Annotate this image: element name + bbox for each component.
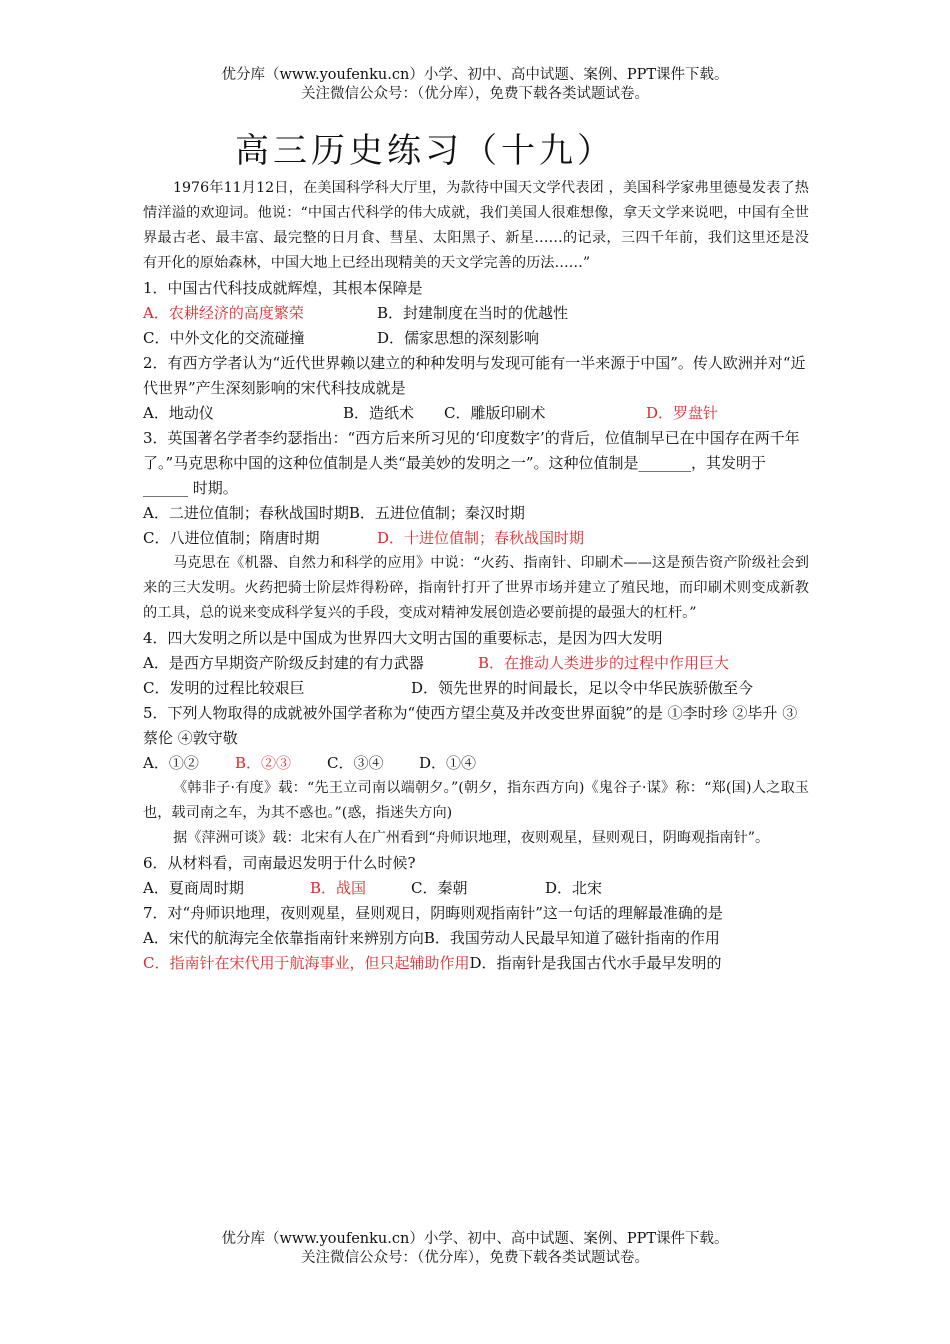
q6-option-b: B．战国 (310, 879, 367, 897)
q7-option-b: B．我国劳动人民最早知道了磁针指南的作用 (423, 929, 720, 947)
header-line-2: 关注微信公众号：（优分库），免费下载各类试题试卷。 (301, 86, 649, 102)
page-title: 高三历史练习（十九） (235, 131, 615, 171)
q5-options (143, 751, 809, 776)
q1-stem: 1．中国古代科技成就辉煌，其根本保障是 (143, 279, 423, 297)
q3-options-row2 (143, 526, 809, 551)
q1-option-b: B．封建制度在当时的优越性 (377, 304, 569, 322)
q6-options (143, 876, 809, 901)
q3-options-row1 (143, 501, 809, 526)
q1-option-d: D．儒家思想的深刻影响 (377, 329, 540, 347)
q3-option-c: C．八进位值制；隋唐时期 (143, 529, 320, 547)
q5-option-a: A．①② (143, 754, 199, 772)
material-1: 1976年11月12日，在美国科学科大厅里，为款待中国天文学代表团 ，美国科学家弗里德曼发表了热情洋溢的欢迎词。他说：“中国古代科学的伟大成就，我们美国人很难想像，拿天文学来说吧，中国有全世界最古老、最丰富、最完整的日月食、彗星、太阳黑子、新星……的记录，三四千年前，我们这里还是没有开化的原始森林，中国大地上已经出现精美的天文学完善的历法……” (143, 180, 809, 271)
q5-option-d: D．①④ (419, 754, 477, 772)
q5-option-c: C．③④ (327, 754, 384, 772)
q6-stem: 6．从材料看，司南最迟发明于什么时候? (143, 854, 416, 872)
page-footer (0, 1230, 950, 1268)
q1-option-a: A．农耕经济的高度繁荣 (143, 304, 304, 322)
exam-content (143, 176, 809, 976)
q7-option-d: D．指南针是我国古代水手最早发明的 (469, 954, 722, 972)
header-line-1: 优分库（www.youfenku.cn）小学、初中、高中试题、案例、PPT课件下载。 (221, 67, 729, 83)
q4-options-row1 (143, 651, 809, 676)
material-2: 马克思在《机器、自然力和科学的应用》中说：“火药、指南针、印刷术——这是预告资产阶级社会到来的三大发明。火药把骑士阶层炸得粉碎，指南针打开了世界市场并建立了殖民地，而印刷术则变成新教的工具，总的说来变成科学复兴的手段，变成对精神发展创造必要前提的最强大的杠杆。” (143, 555, 809, 621)
material-3a: 《韩非子·有度》载：“先王立司南以端朝夕。”(朝夕，指东西方向)《鬼谷子·谋》称：“郑(国)人之取玉也，载司南之车，为其不惑也。”(惑，指迷失方向) (143, 780, 809, 821)
page-header (0, 66, 950, 104)
q4-option-d: D．领先世界的时间最长，足以令中华民族骄傲至今 (411, 679, 754, 697)
q6-option-a: A．夏商周时期 (143, 879, 244, 897)
q4-option-b: B．在推动人类进步的过程中作用巨大 (478, 654, 730, 672)
material-3b: 据《萍洲可谈》载：北宋有人在广州看到“舟师识地理，夜则观星，昼则观日，阴晦观指南针”。 (173, 830, 770, 846)
q1-options-row1 (143, 301, 809, 326)
q2-option-a: A．地动仪 (143, 404, 214, 422)
q1-option-c: C．中外文化的交流碰撞 (143, 329, 305, 347)
q2-options (143, 401, 809, 426)
q4-option-a: A．是西方早期资产阶级反封建的有力武器 (143, 654, 424, 672)
q7-options-row1 (143, 926, 809, 951)
footer-line-1: 优分库（www.youfenku.cn）小学、初中、高中试题、案例、PPT课件下载。 (221, 1231, 729, 1247)
q7-options-row2 (143, 951, 809, 976)
q3-option-a: A．二进位值制；春秋战国时期 (143, 504, 349, 522)
q2-option-c: C．雕版印刷术 (444, 404, 546, 422)
q7-option-a: A．宋代的航海完全依靠指南针来辨别方向 (143, 929, 424, 947)
q2-option-d: D．罗盘针 (646, 404, 719, 422)
q6-option-d: D．北宋 (545, 879, 603, 897)
q7-stem: 7．对“舟师识地理，夜则观星，昼则观日，阴晦则观指南针”这一句话的理解最准确的是 (143, 904, 723, 922)
q1-options-row2 (143, 326, 809, 351)
q3-option-d: D．十进位值制；春秋战国时期 (377, 529, 585, 547)
q4-stem: 4．四大发明之所以是中国成为世界四大文明古国的重要标志，是因为四大发明 (143, 629, 663, 647)
q2-option-b: B．造纸术 (343, 404, 415, 422)
q3-stem: 3．英国著名学者李约瑟指出：“西方后来所习见的‘印度数字’的背后，位值制早已在中国存在两千年了。”马克思称中国的这种位值制是人类“最美妙的发明之一”。这种位值制是_______，其发明于______ 时期。 (143, 429, 800, 497)
q2-stem: 2．有西方学者认为“近代世界赖以建立的种种发明与发现可能有一半来源于中国”。传人欧洲并对“近代世界”产生深刻影响的宋代科技成就是 (143, 354, 806, 397)
q3-option-b: B．五进位值制；秦汉时期 (348, 504, 525, 522)
q5-option-b: B．②③ (235, 754, 292, 772)
q4-options-row2 (143, 676, 809, 701)
q6-option-c: C．秦朝 (411, 879, 468, 897)
q5-stem: 5．下列人物取得的成就被外国学者称为“使西方望尘莫及并改变世界面貌”的是 ①李时珍 ②毕升 ③蔡伦 ④敦守敬 (143, 704, 798, 747)
q4-option-c: C．发明的过程比较艰巨 (143, 679, 305, 697)
q7-option-c: C．指南针在宋代用于航海事业，但只起辅助作用 (143, 954, 470, 972)
footer-line-2: 关注微信公众号：（优分库），免费下载各类试题试卷。 (301, 1250, 649, 1266)
